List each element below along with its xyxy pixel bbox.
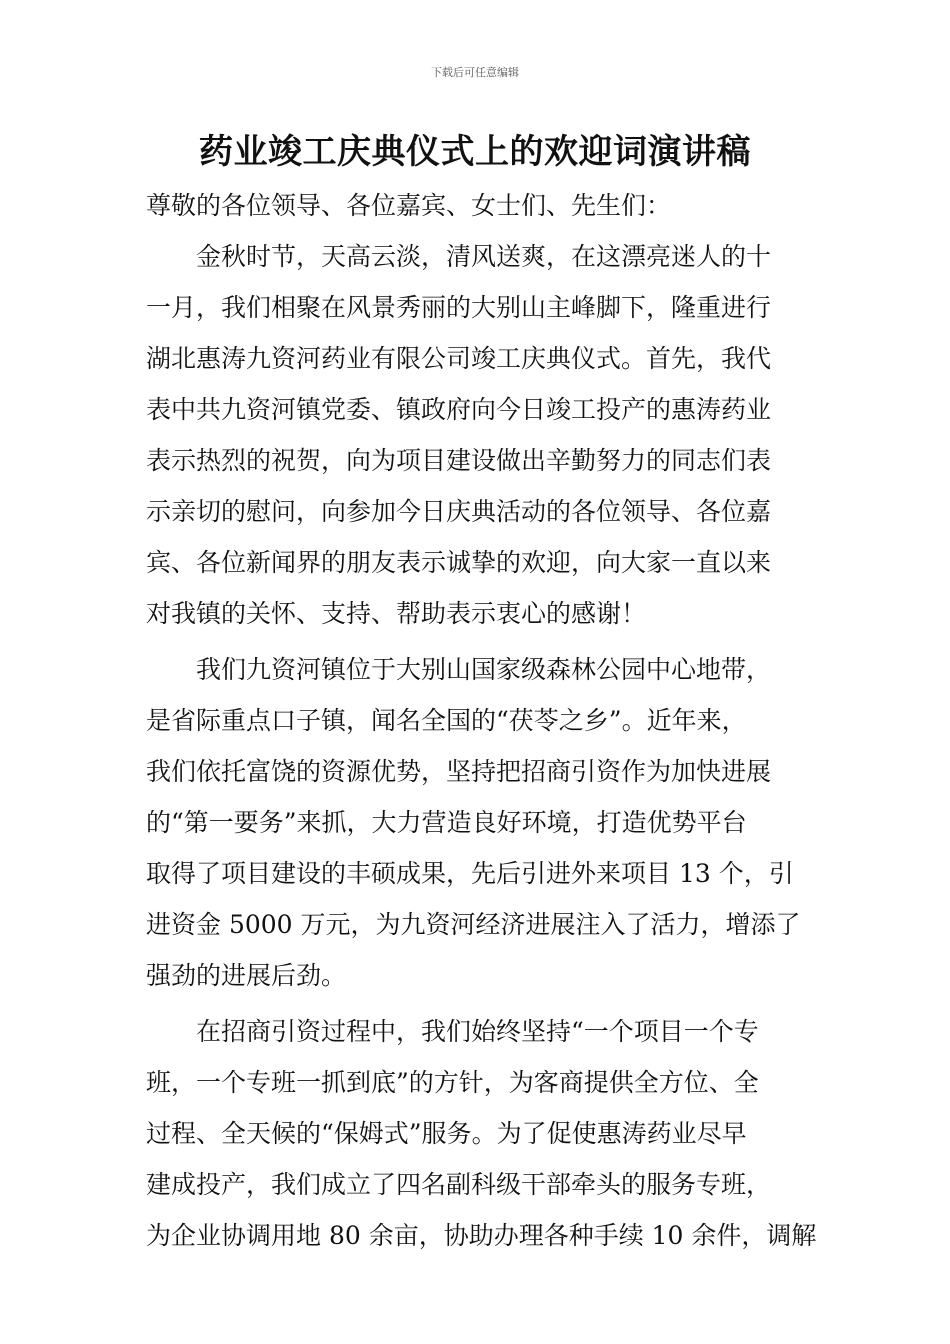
paragraph-3 [146,1006,817,1261]
text-line: 我们依托富饶的资源优势，坚持把招商引资作为加快进展 [146,757,772,786]
header-note: 下载后可任意编辑 [431,66,519,79]
paragraph-1 [146,231,806,639]
document-body [146,180,817,1261]
text-line: 取得了项目建设的丰硕成果，先后引进外来项目 13 个，引 [146,859,794,888]
text-line: 金秋时节，天高云淡，清风送爽，在这漂亮迷人的十 [146,242,772,271]
document-title: 药业竣工庆典仪式上的欢迎词演讲稿 [199,132,751,172]
text-line: 示亲切的慰问，向参加今日庆典活动的各位领导、各位嘉 [146,497,772,526]
text-line: 湖北惠涛九资河药业有限公司竣工庆典仪式。首先，我代 [146,344,772,373]
salutation: 尊敬的各位领导、各位嘉宾、女士们、先生们： [146,191,672,220]
text-line: 的“第一要务”来抓，大力营造良好环境，打造优势平台 [146,808,747,837]
text-line: 过程、全天候的“保姆式”服务。为了促使惠涛药业尽早 [146,1119,747,1148]
text-line: 我们九资河镇位于大别山国家级森林公园中心地带， [146,655,772,684]
text-line: 表中共九资河镇党委、镇政府向今日竣工投产的惠涛药业 [146,395,772,424]
text-line: 对我镇的关怀、支持、帮助表示衷心的感谢！ [146,599,647,628]
text-line: 是省际重点口子镇，闻名全国的“茯苓之乡”。近年来， [146,706,747,735]
text-line: 班，一个专班一抓到底”的方针，为客商提供全方位、全 [146,1068,759,1097]
text-line: 强劲的进展后劲。 [146,961,347,990]
text-line: 表示热烈的祝贺，向为项目建设做出辛勤努力的同志们表 [146,446,772,475]
text-line: 建成投产，我们成立了四名副科级干部牵头的服务专班， [146,1170,772,1199]
text-line: 宾、各位新闻界的朋友表示诚挚的欢迎，向大家一直以来 [146,548,772,577]
text-line: 为企业协调用地 80 余亩，协助办理各种手续 10 余件，调解 [146,1221,817,1250]
text-line: 进资金 5000 万元，为九资河经济进展注入了活力，增添了 [146,910,801,939]
text-line: 在招商引资过程中，我们始终坚持“一个项目一个专 [146,1017,759,1046]
text-line: 一月，我们相聚在风景秀丽的大别山主峰脚下，隆重进行 [146,293,772,322]
paragraph-2 [146,644,806,1001]
